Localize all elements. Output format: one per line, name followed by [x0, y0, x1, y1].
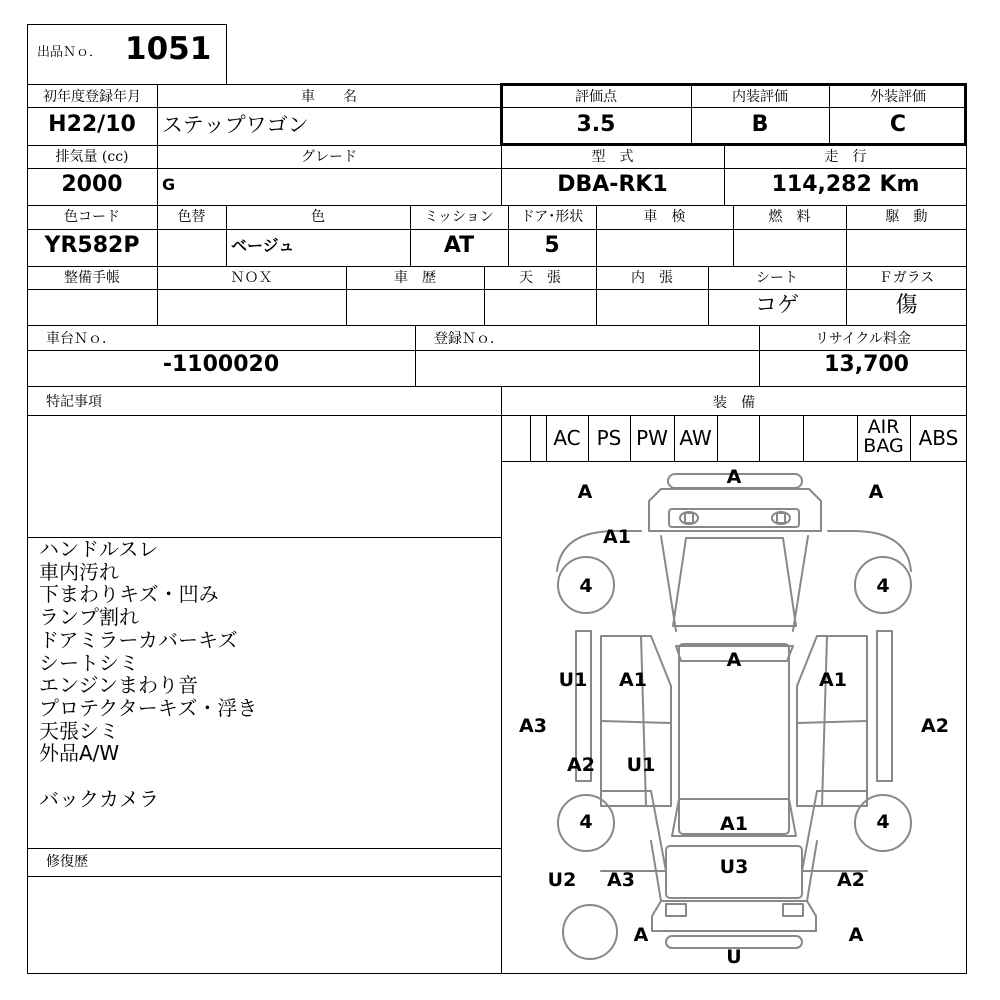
score-label: 評価点 — [575, 89, 617, 105]
damage-mark: A3 — [607, 869, 635, 891]
lot-number-box — [27, 24, 227, 85]
model-code-value: DBA-RK1 — [557, 172, 668, 197]
roof-lining-label: 天 張 — [519, 270, 561, 286]
damage-mark: A — [726, 649, 742, 671]
color-change-label: 色替 — [177, 209, 206, 225]
hood-shape — [673, 538, 796, 626]
repair-history-label: 修復歴 — [46, 854, 88, 870]
spare-tire — [563, 905, 617, 959]
recycle-fee-value: 13,700 — [824, 352, 909, 377]
damage-mark: A3 — [519, 715, 547, 737]
vehicle-diagram — [501, 461, 967, 974]
inspection-label: 車 検 — [643, 209, 686, 225]
notes-text: ハンドルスレ 車内汚れ 下まわりキズ・凹み ランプ割れ ドアミラーカバーキズ シートシミ エンジンまわり音 プロテクターキズ・浮き 天張シミ 外品A/W バックカメラ — [39, 537, 258, 811]
damage-mark: U1 — [558, 669, 588, 691]
roof-shape — [679, 644, 789, 834]
grade-label: グレード — [301, 149, 357, 165]
car-name-label: 車 名 — [301, 89, 357, 105]
displacement-value: 2000 — [61, 172, 123, 197]
interior-grade-value: B — [751, 112, 769, 137]
damage-mark: A — [726, 466, 742, 488]
first-registration-value: H22/10 — [48, 112, 136, 137]
door-value: 5 — [544, 233, 560, 258]
drive-label: 駆 動 — [885, 209, 928, 225]
mileage-label: 走 行 — [824, 149, 867, 165]
vehicle-history-label: 車 歴 — [394, 270, 436, 286]
damage-mark: A — [868, 481, 884, 503]
right-body-side — [877, 631, 892, 781]
grade-value: G — [162, 175, 176, 194]
transmission-value: AT — [443, 233, 475, 258]
damage-mark: U — [726, 946, 742, 968]
lot-number-label: 出品Ｎｏ． — [37, 45, 103, 60]
damage-mark: A1 — [720, 813, 748, 835]
recycle-fee-label: リサイクル料金 — [814, 331, 912, 347]
damage-mark: A1 — [819, 669, 847, 691]
equipment-item: PS — [596, 426, 622, 450]
damage-mark: 4 — [579, 811, 593, 833]
first-registration-label: 初年度登録年月 — [43, 89, 141, 105]
displacement-label: 排気量 (cc) — [55, 149, 129, 165]
color-code-label: 色コード — [64, 209, 120, 225]
interior-grade-label: 内装評価 — [732, 89, 788, 105]
damage-mark: A — [633, 924, 649, 946]
equipment-item: AC — [553, 426, 581, 450]
exterior-grade-label: 外装評価 — [870, 89, 926, 105]
registration-number-label: 登録Ｎｏ． — [434, 331, 504, 347]
lot-number-value: 1051 — [125, 31, 212, 67]
damage-marks — [519, 466, 949, 968]
door-shape-label: ドア･形状 — [520, 209, 584, 225]
mileage-value: 114,282 Km — [771, 172, 920, 197]
front-glass-value: 傷 — [895, 293, 918, 318]
chassis-number-label: 車台Ｎｏ． — [46, 331, 116, 347]
equipment-item: AIR BAG — [863, 416, 904, 457]
damage-mark: U3 — [719, 856, 749, 878]
interior-trim-label: 内 張 — [631, 270, 673, 286]
color-label: 色 — [311, 209, 325, 225]
damage-mark: U2 — [547, 869, 577, 891]
damage-mark: A2 — [837, 869, 865, 891]
fuel-label: 燃 料 — [768, 209, 811, 225]
damage-mark: A2 — [567, 754, 595, 776]
chassis-number-value: -1100020 — [162, 352, 280, 377]
damage-mark: A — [577, 481, 593, 503]
maintenance-book-label: 整備手帳 — [64, 270, 120, 286]
equipment-item: AW — [679, 426, 712, 450]
damage-mark: A1 — [603, 526, 631, 548]
damage-mark: 4 — [876, 811, 890, 833]
damage-mark: 4 — [876, 575, 890, 597]
color-code-value: YR582P — [44, 233, 140, 258]
damage-mark: A — [848, 924, 864, 946]
damage-mark: 4 — [579, 575, 593, 597]
equipment-label: 装 備 — [713, 395, 755, 411]
nox-label: ＮＯＸ — [230, 270, 273, 286]
equipment-item: ABS — [918, 426, 959, 450]
front-glass-label: Ｆガラス — [878, 270, 935, 286]
color-value: ベージュ — [231, 236, 295, 255]
car-name-value: ステップワゴン — [162, 113, 309, 137]
damage-mark: U1 — [626, 754, 656, 776]
equipment-item: PW — [636, 426, 668, 450]
damage-mark: A1 — [619, 669, 647, 691]
notes-label: 特記事項 — [46, 394, 102, 410]
model-code-label: 型 式 — [591, 149, 634, 165]
score-value: 3.5 — [576, 112, 616, 137]
seat-value: コゲ — [754, 293, 799, 318]
damage-mark: A2 — [921, 715, 949, 737]
seat-label: シート — [756, 270, 798, 286]
exterior-grade-value: C — [889, 112, 907, 137]
transmission-label: ミッション — [424, 209, 494, 225]
